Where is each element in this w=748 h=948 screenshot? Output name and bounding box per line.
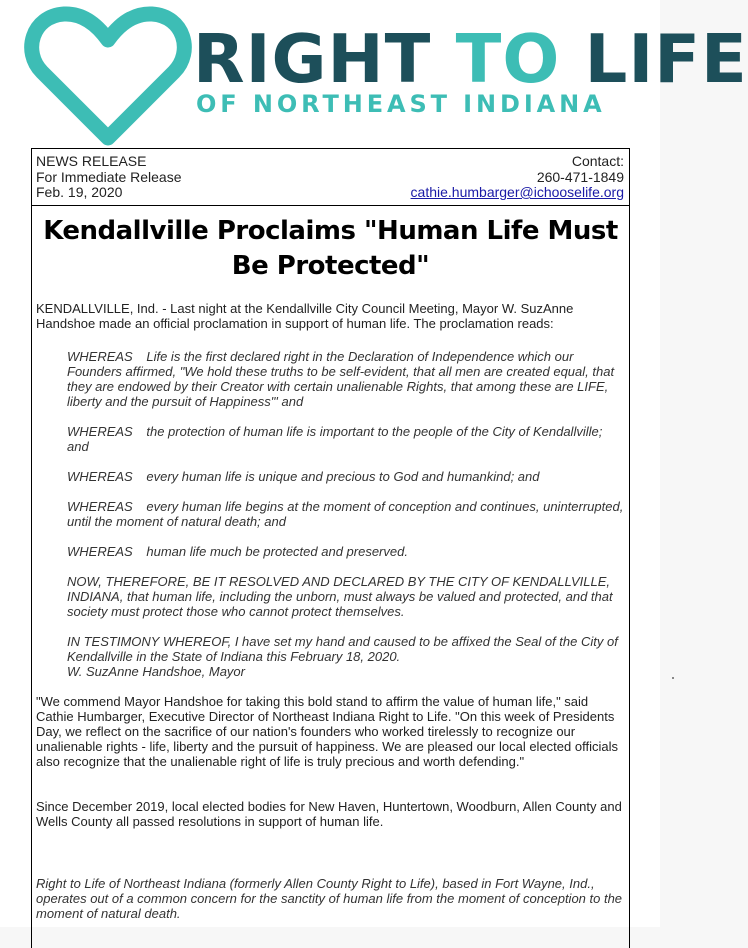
brand-subtitle: OF NORTHEAST INDIANA [196, 90, 606, 118]
since-paragraph: Since December 2019, local elected bodies for New Haven, Huntertown, Woodburn, Allen County and Wells County all passed resolutions in support of human life. [36, 799, 622, 829]
brand-word-right: RIGHT [193, 20, 432, 98]
brand-word-to: TO [455, 20, 561, 98]
whereas-clause-2 [67, 424, 627, 454]
whereas-clause-1 [67, 349, 627, 409]
headline: Kendallville Proclaims "Human Life Must Be Protected" [43, 216, 618, 281]
whereas-text: human life much be protected and preserved. [146, 544, 408, 559]
contact-email-link[interactable]: cathie.humbarger@ichooselife.org [410, 184, 624, 200]
whereas-clause-4 [67, 499, 627, 529]
quote-paragraph: "We commend Mayor Handshoe for taking this bold stand to affirm the value of human life," said Cathie Humbarger, Executive Director of Northeast Indiana Right to Life. "On this week of Presidents Day, we reflect on the sacrifice of our nation's founders who worked tirelessly to recognize our unalienable rights - life, liberty and the pursuit of happiness. We are pleased our local elected officials also recognize that the unalienable right of life is truly precious and worth defending." [36, 694, 618, 769]
release-type: NEWS RELEASE [36, 153, 147, 169]
whereas-label: WHEREAS [67, 544, 133, 559]
whereas-text: Life is the first declared right in the Declaration of Independence which our Founders affirmed, "We hold these truths to be self-evident, that all men are created equal, that they are endowed by their Creator with certain unalienable Rights, that among these are LIFE, liberty and the pursuit of Happiness"' and [67, 349, 615, 409]
heart-logo-icon [28, 6, 188, 146]
whereas-text: every human life is unique and precious to God and humankind; and [146, 469, 540, 484]
whereas-clause-3 [67, 469, 627, 484]
whereas-label: WHEREAS [67, 499, 133, 514]
resolved-paragraph: NOW, THEREFORE, BE IT RESOLVED AND DECLARED BY THE CITY OF KENDALLVILLE, INDIANA, that human life, including the unborn, must always be valued and protected, and that society must protect those who cannot protect themselves. [67, 574, 613, 619]
intro-paragraph: KENDALLVILLE, Ind. - Last night at the Kendallville City Council Meeting, Mayor W. SuzAnne Handshoe made an official proclamation in support of human life. The proclamation reads: [36, 301, 574, 331]
header-banner [0, 0, 748, 150]
whereas-clause-5 [67, 544, 627, 559]
testimony-text: IN TESTIMONY WHEREOF, I have set my hand and caused to be affixed the Seal of the City of Kendallville in the State of Indiana this February 18, 2020. [67, 634, 618, 664]
mayor-signature: W. SuzAnne Handshoe, Mayor [67, 664, 245, 679]
release-timing: For Immediate Release [36, 168, 182, 185]
whereas-label: WHEREAS [67, 349, 133, 364]
whereas-text: the protection of human life is important to the people of the City of Kendallville; and [67, 424, 603, 454]
whereas-text: every human life begins at the moment of conception and continues, uninterrupted, until the moment of natural death; and [67, 499, 624, 529]
testimony-paragraph [67, 634, 627, 679]
brand-title [193, 22, 748, 96]
release-box [31, 148, 630, 948]
contact-block [411, 154, 624, 201]
contact-phone: 260-471-1849 [536, 168, 624, 185]
release-meta [36, 154, 182, 201]
release-date: Feb. 19, 2020 [36, 184, 123, 200]
contact-label: Contact: [571, 153, 624, 169]
whereas-label: WHEREAS [67, 469, 133, 484]
boilerplate-paragraph: Right to Life of Northeast Indiana (formerly Allen County Right to Life), based in Fort Wayne, Ind., operates out of a common concern for the sanctity of human life from the moment of conception to the moment of natural death. [36, 876, 623, 921]
release-info-row [32, 149, 629, 206]
whereas-label: WHEREAS [67, 424, 133, 439]
scroll-marker [672, 677, 674, 679]
brand-word-life: LIFE [584, 20, 748, 98]
